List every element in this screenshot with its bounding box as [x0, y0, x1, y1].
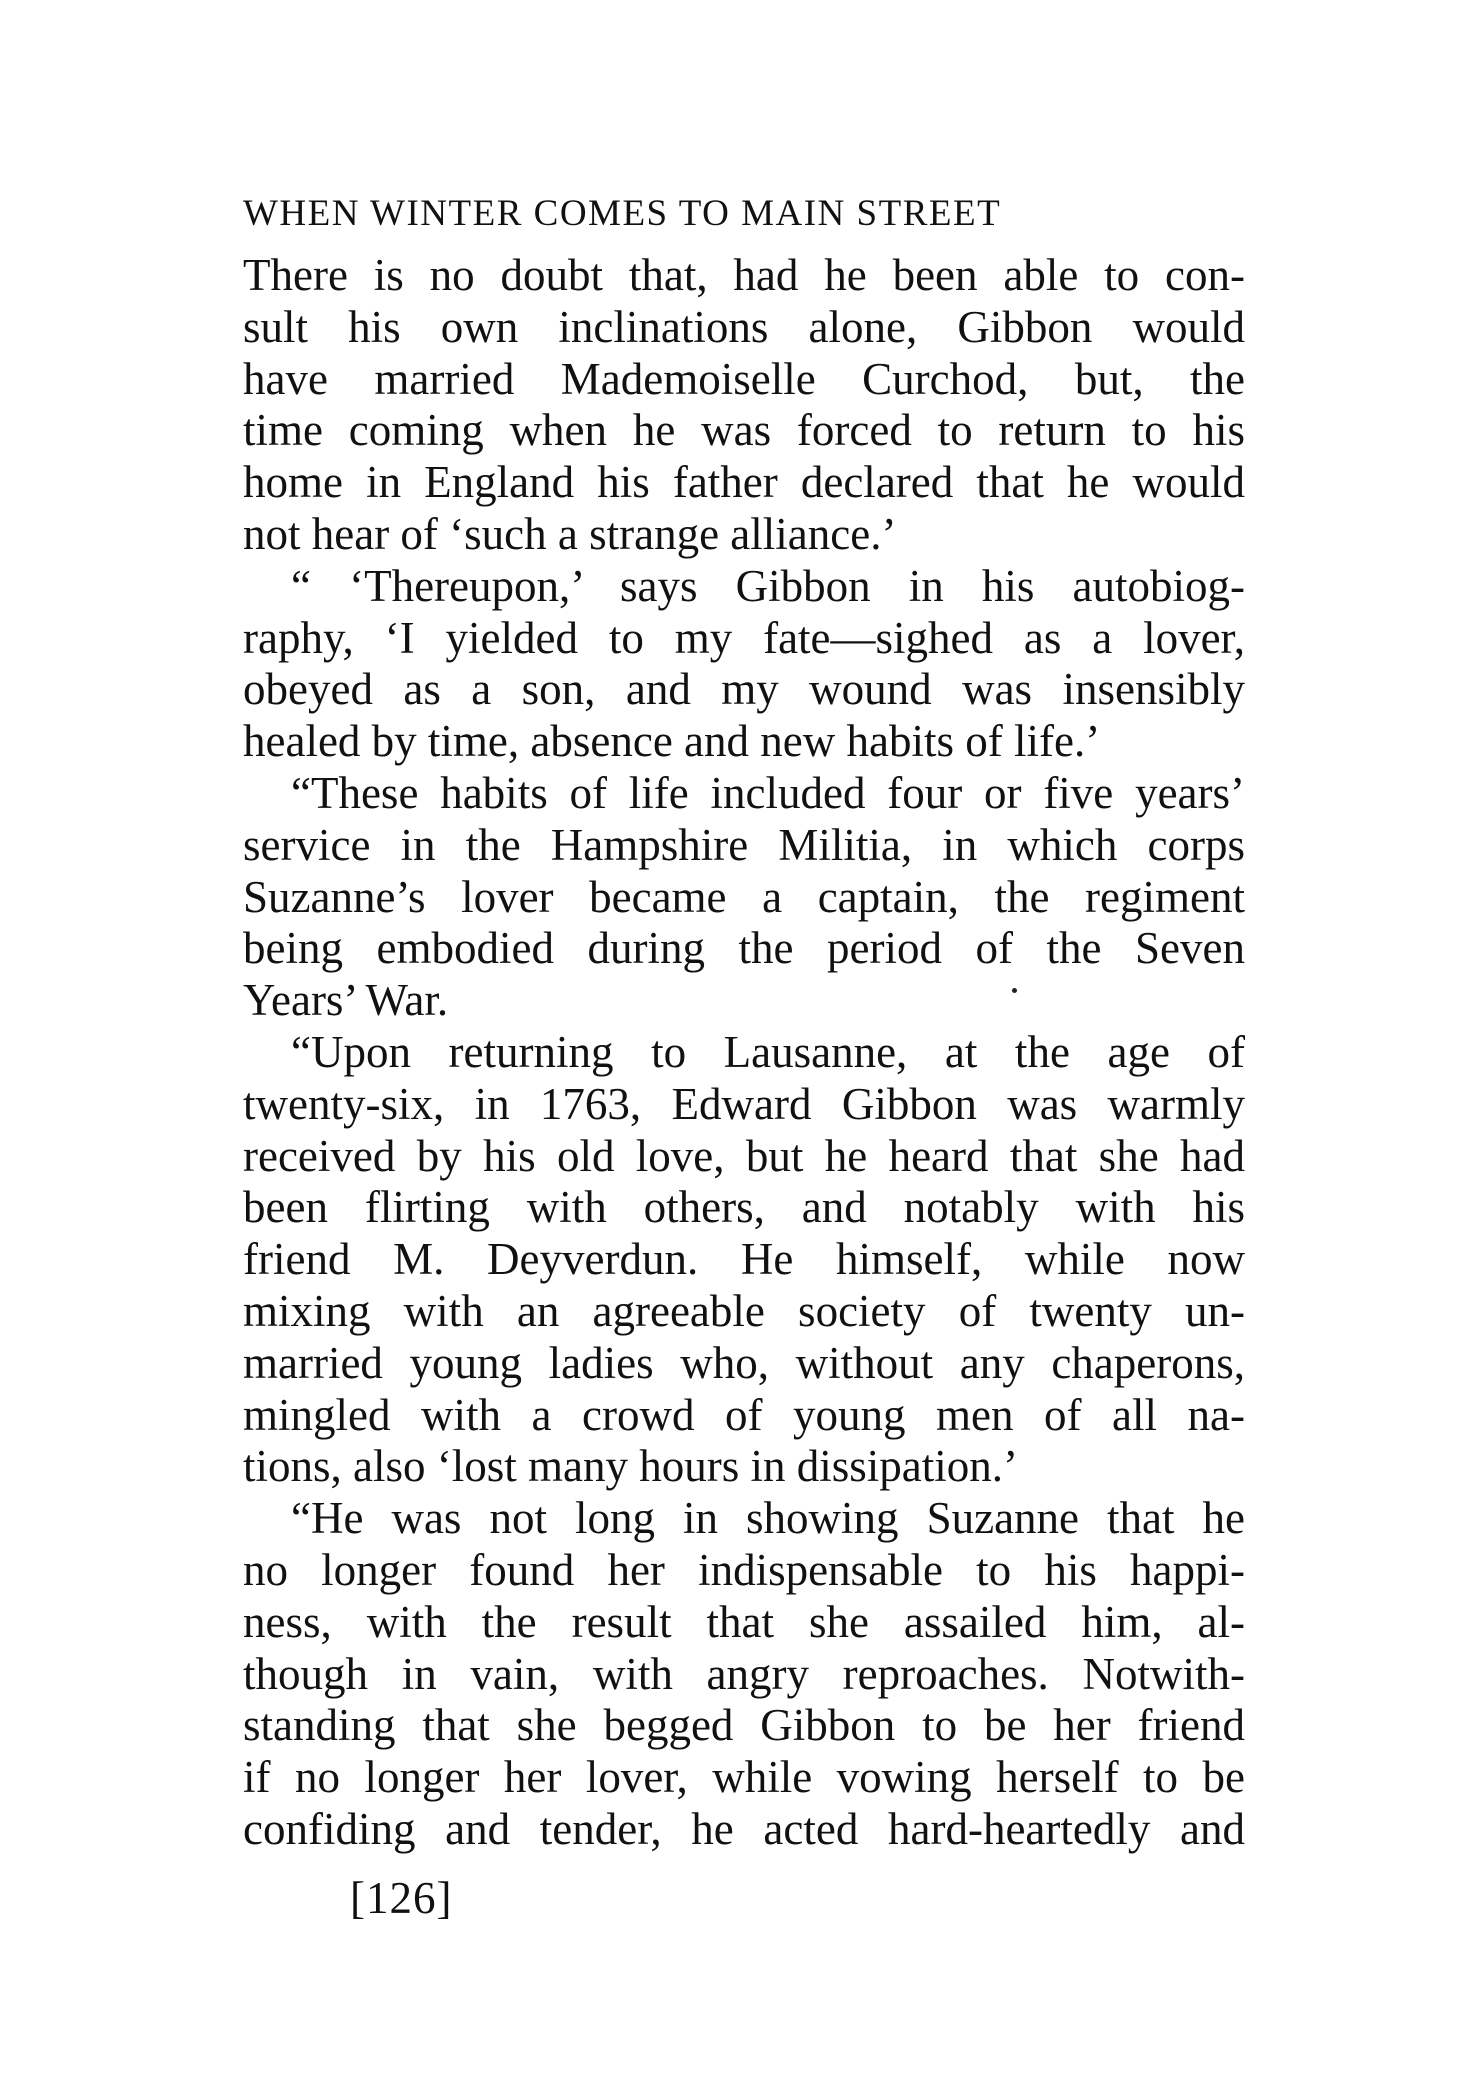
- text-line: tions, also ‘lost many hours in dissipation.’: [243, 1441, 1018, 1492]
- page-number: [126]: [350, 1873, 453, 1923]
- text-line: standing that she begged Gibbon to be her friend: [243, 1700, 1245, 1751]
- text-line: service in the Hampshire Militia, in which corps: [243, 819, 1245, 870]
- text-line: “These habits of life included four or five years’: [291, 767, 1245, 818]
- text-line: married young ladies who, without any chaperons,: [243, 1337, 1245, 1388]
- text-line: have married Mademoiselle Curchod, but, the: [243, 353, 1245, 404]
- body-text: [243, 250, 1245, 1856]
- text-line: if no longer her lover, while vowing herself to be: [243, 1752, 1245, 1803]
- text-line: “He was not long in showing Suzanne that he: [291, 1493, 1245, 1544]
- text-line: raphy, ‘I yielded to my fate—sighed as a lover,: [243, 612, 1245, 663]
- paragraph-1: [243, 250, 1245, 561]
- text-line: no longer found her indispensable to his happi-: [243, 1544, 1245, 1595]
- text-line: friend M. Deyverdun. He himself, while now: [243, 1234, 1245, 1285]
- text-line: ness, with the result that she assailed him, al-: [243, 1596, 1245, 1647]
- paragraph-3: [243, 768, 1245, 1027]
- text-line: healed by time, absence and new habits of life.’: [243, 716, 1101, 767]
- text-line: being embodied during the period of the Seven: [243, 923, 1245, 974]
- paragraph-5: [243, 1493, 1245, 1856]
- text-line: sult his own inclinations alone, Gibbon would: [243, 301, 1245, 352]
- text-line: not hear of ‘such a strange alliance.’: [243, 508, 897, 559]
- text-line: time coming when he was forced to return to his: [243, 405, 1245, 456]
- paragraph-2: [243, 561, 1245, 768]
- text-line: though in vain, with angry reproaches. Notwith-: [243, 1648, 1245, 1699]
- paragraph-4: [243, 1027, 1245, 1493]
- text-line: “ ‘Thereupon,’ says Gibbon in his autobiog-: [291, 560, 1245, 611]
- text-line: received by his old love, but he heard that she had: [243, 1130, 1245, 1181]
- text-line: Suzanne’s lover became a captain, the regiment: [243, 871, 1245, 922]
- text-line: Years’ War.: [243, 975, 449, 1026]
- running-head: WHEN WINTER COMES TO MAIN STREET: [243, 193, 1002, 234]
- text-line: mixing with an agreeable society of twenty un-: [243, 1285, 1245, 1336]
- text-line: “Upon returning to Lausanne, at the age of: [291, 1026, 1245, 1077]
- text-line: been flirting with others, and notably with his: [243, 1182, 1245, 1233]
- text-line: confiding and tender, he acted hard-heartedly and: [243, 1803, 1245, 1854]
- ink-speck: [1012, 988, 1017, 993]
- text-line: home in England his father declared that he would: [243, 457, 1245, 508]
- text-line: obeyed as a son, and my wound was insensibly: [243, 664, 1245, 715]
- text-line: twenty-six, in 1763, Edward Gibbon was warmly: [243, 1078, 1245, 1129]
- text-line: There is no doubt that, had he been able to con-: [243, 250, 1245, 300]
- text-line: mingled with a crowd of young men of all na-: [243, 1389, 1245, 1440]
